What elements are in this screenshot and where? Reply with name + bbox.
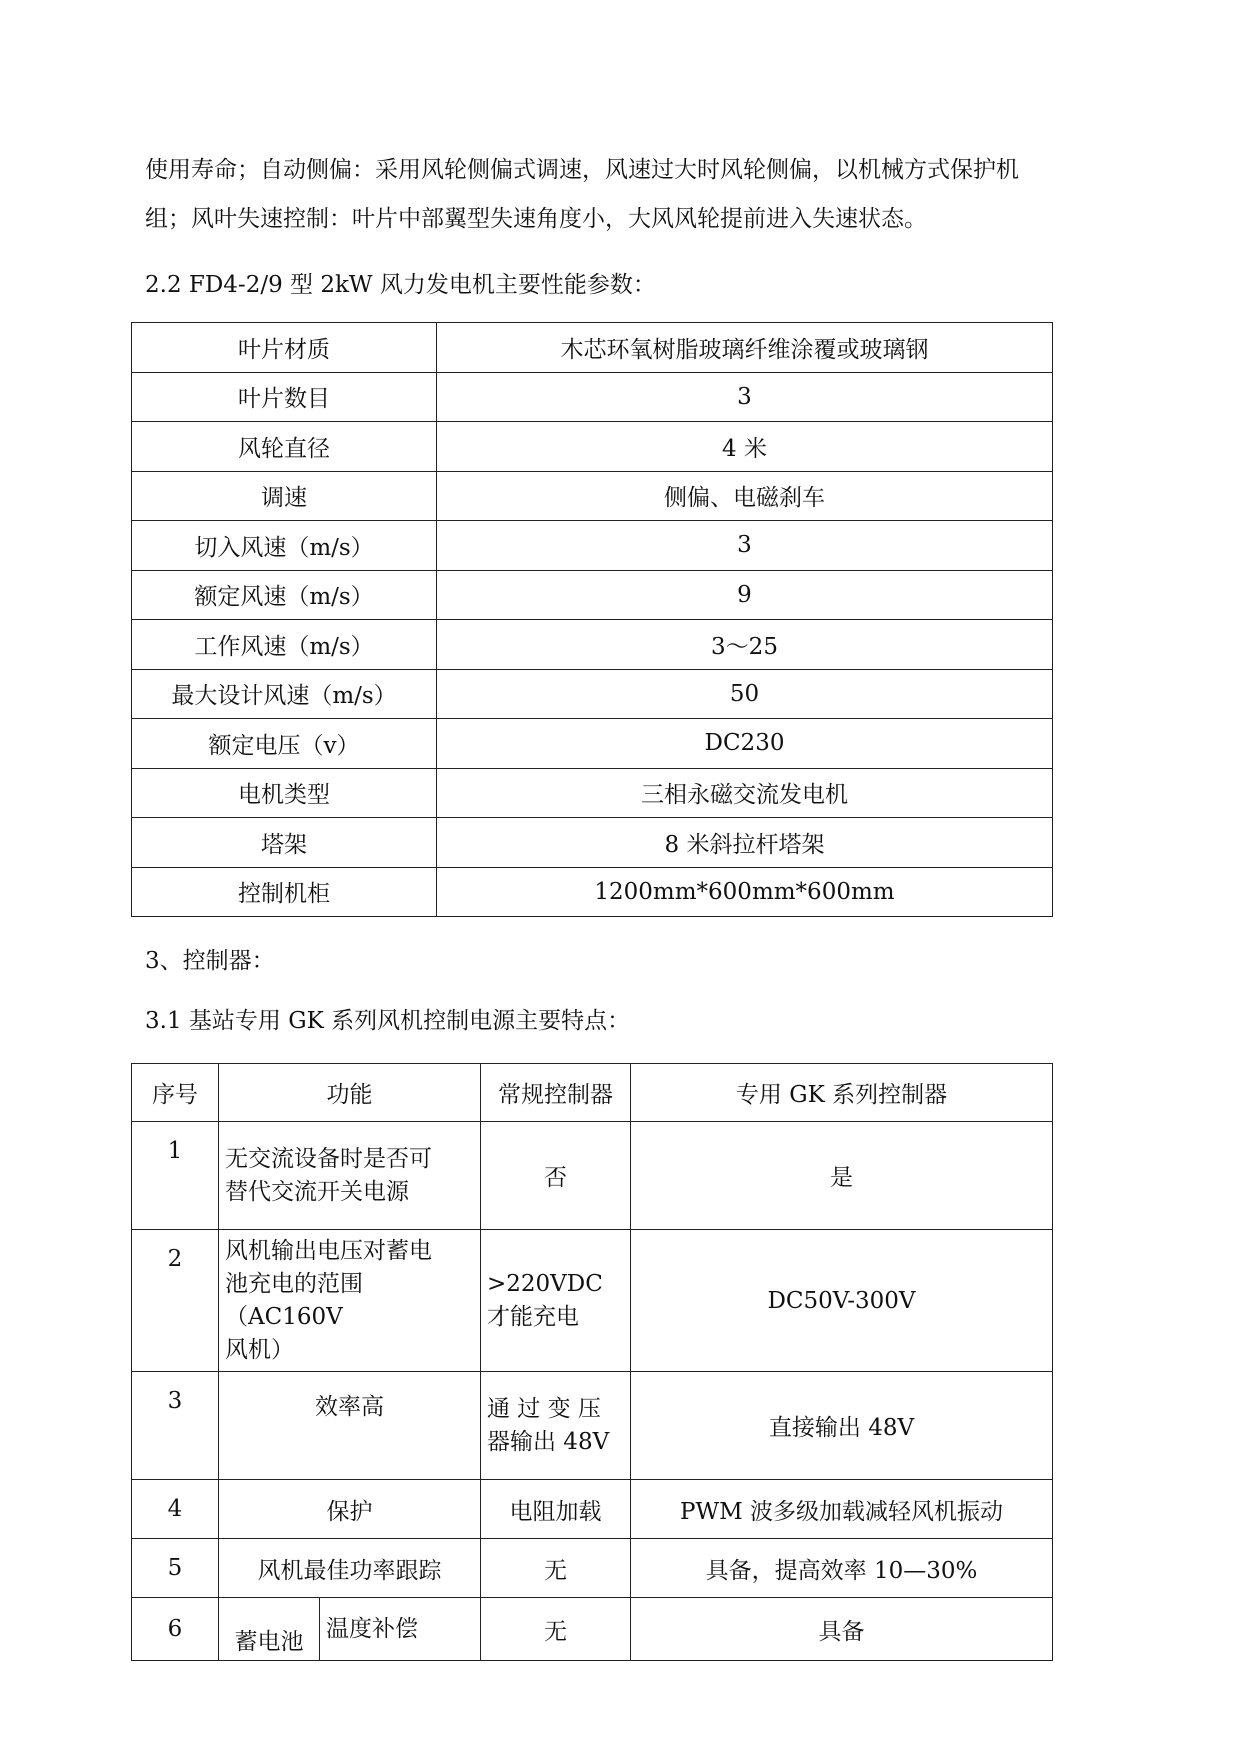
spec-row [132, 570, 1053, 620]
intro-paragraph [145, 146, 1105, 244]
spec-key: 工作风速（m/s） [132, 620, 437, 670]
row-function: 保护 [219, 1480, 481, 1539]
header-no: 序号 [132, 1064, 219, 1122]
row-normal: 否 [481, 1122, 631, 1230]
row-function-sub: 温度补偿 [320, 1598, 481, 1661]
row-special: 具备，提高效率 10—30% [631, 1539, 1053, 1598]
row-normal: 无 [481, 1598, 631, 1661]
row-no: 1 [132, 1122, 219, 1230]
row-function-line: 替代交流开关电源 [225, 1178, 409, 1205]
spec-value: 木芯环氧树脂玻璃纤维涂覆或玻璃钢 [437, 323, 1053, 373]
row-function-line: 无交流设备时是否可 [225, 1145, 432, 1172]
row-function [219, 1122, 481, 1230]
feature-row [132, 1230, 1053, 1372]
spec-row [132, 422, 1053, 472]
row-normal-line: 才能充电 [487, 1303, 579, 1330]
feature-row [132, 1122, 1053, 1230]
spec-key: 叶片数目 [132, 372, 437, 422]
spec-row [132, 719, 1053, 769]
row-special: DC50V-300V [631, 1230, 1053, 1372]
header-function: 功能 [219, 1064, 481, 1122]
row-normal-line: 器输出 48V [487, 1428, 610, 1455]
feature-row [132, 1598, 1053, 1661]
feature-table [131, 1063, 1053, 1661]
intro-line-2: 组；风叶失速控制：叶片中部翼型失速角度小，大风风轮提前进入失速状态。 [145, 206, 927, 232]
row-no: 4 [132, 1480, 219, 1539]
spec-key: 额定电压（v） [132, 719, 437, 769]
spec-key: 切入风速（m/s） [132, 521, 437, 571]
section-3-heading: 3、控制器： [145, 948, 275, 974]
feature-row [132, 1480, 1053, 1539]
row-no: 6 [132, 1598, 219, 1661]
spec-key: 控制机柜 [132, 867, 437, 917]
spec-row [132, 471, 1053, 521]
spec-table [131, 322, 1053, 917]
spec-key: 叶片材质 [132, 323, 437, 373]
spec-value: 侧偏、电磁刹车 [437, 471, 1053, 521]
row-function: 风机最佳功率跟踪 [219, 1539, 481, 1598]
spec-row [132, 818, 1053, 868]
row-normal-line: >220VDC [487, 1270, 603, 1297]
feature-row [132, 1539, 1053, 1598]
spec-key: 最大设计风速（m/s） [132, 669, 437, 719]
row-special: PWM 波多级加载减轻风机振动 [631, 1480, 1053, 1539]
spec-value: 3 [437, 372, 1053, 422]
row-special: 具备 [631, 1598, 1053, 1661]
spec-value: 3～25 [437, 620, 1053, 670]
spec-row [132, 521, 1053, 571]
section-2-2-heading: 2.2 FD4-2/9 型 2kW 风力发电机主要性能参数： [145, 272, 656, 298]
intro-line-1: 使用寿命；自动侧偏：采用风轮侧偏式调速，风速过大时风轮侧偏，以机械方式保护机 [145, 157, 1019, 183]
row-no: 5 [132, 1539, 219, 1598]
spec-value: 3 [437, 521, 1053, 571]
spec-row [132, 867, 1053, 917]
row-function: 效率高 [219, 1372, 481, 1480]
spec-value: 50 [437, 669, 1053, 719]
spec-row [132, 372, 1053, 422]
row-function-line: 风机输出电压对蓄电 [225, 1237, 432, 1264]
row-special: 直接输出 48V [631, 1372, 1053, 1480]
spec-value: 三相永磁交流发电机 [437, 768, 1053, 818]
row-function [219, 1230, 481, 1372]
row-normal [481, 1372, 631, 1480]
spec-value: DC230 [437, 719, 1053, 769]
spec-row [132, 768, 1053, 818]
spec-row [132, 323, 1053, 373]
row-special: 是 [631, 1122, 1053, 1230]
feature-header-row [132, 1064, 1053, 1122]
row-normal: 电阻加载 [481, 1480, 631, 1539]
header-special: 专用 GK 系列控制器 [631, 1064, 1053, 1122]
spec-key: 风轮直径 [132, 422, 437, 472]
spec-key: 额定风速（m/s） [132, 570, 437, 620]
spec-value: 4 米 [437, 422, 1053, 472]
spec-key: 电机类型 [132, 768, 437, 818]
row-normal: 无 [481, 1539, 631, 1598]
header-normal: 常规控制器 [481, 1064, 631, 1122]
row-normal-line: 通 过 变 压 [487, 1395, 601, 1422]
spec-value: 1200mm*600mm*600mm [437, 867, 1053, 917]
spec-value: 8 米斜拉杆塔架 [437, 818, 1053, 868]
feature-row [132, 1372, 1053, 1480]
section-3-1-heading: 3.1 基站专用 GK 系列风机控制电源主要特点： [145, 1008, 631, 1034]
row-function-line: 风机） [225, 1336, 294, 1363]
row-function-line: 池充电的范围（AC160V [225, 1270, 363, 1330]
row-no: 2 [132, 1230, 219, 1372]
spec-key: 调速 [132, 471, 437, 521]
row-normal [481, 1230, 631, 1372]
spec-row [132, 669, 1053, 719]
spec-row [132, 620, 1053, 670]
row-function-main: 蓄电池 [219, 1598, 320, 1661]
row-no: 3 [132, 1372, 219, 1480]
spec-key: 塔架 [132, 818, 437, 868]
spec-value: 9 [437, 570, 1053, 620]
